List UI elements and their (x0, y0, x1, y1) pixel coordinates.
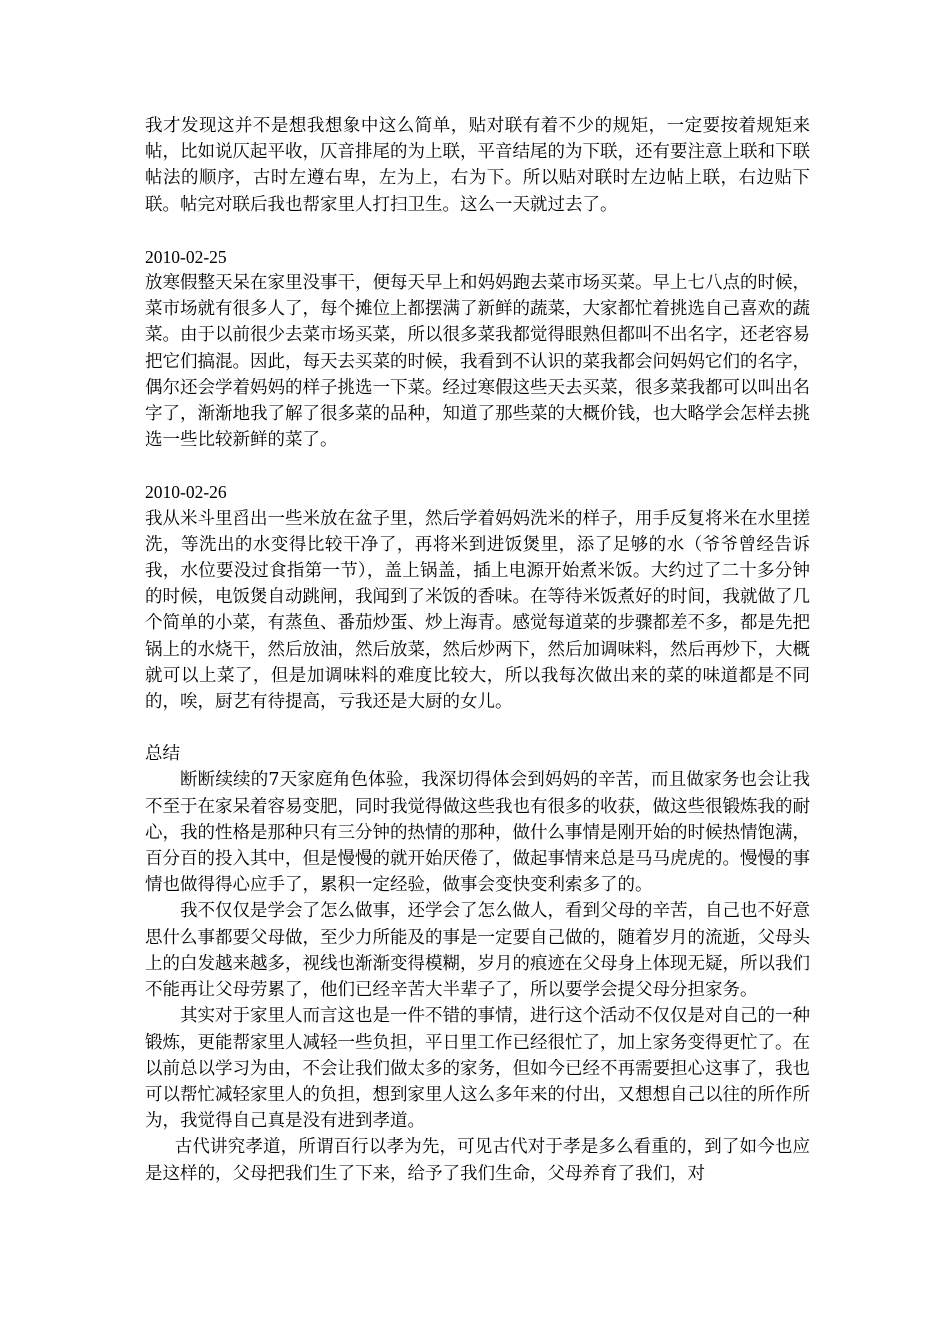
summary-paragraph: 古代讲究孝道，所谓百行以孝为先，可见古代对于孝是多么看重的，到了如今也应是这样的，父母把我们生了下来，给予了我们生命，父母养育了我们，对 (145, 1137, 810, 1184)
entry-paragraph: 我才发现这并不是想我想象中这么简单，贴对联有着不少的规矩，一定要按着规矩来帖，比如说仄起平收，仄音排尾的为上联，平音结尾的为下联，还有要注意上联和下联帖法的顺序，古时左遵右卑，左为上，右为下。所以贴对联时左边帖上联，右边贴下联。帖完对联后我也帮家里人打扫卫生。这么一天就过去了。 (145, 116, 810, 215)
paragraph-gap (145, 453, 810, 479)
paragraph-gap (145, 218, 810, 244)
entry-paragraph: 放寒假整天呆在家里没事干，便每天早上和妈妈跑去菜市场买菜。早上七八点的时候，菜市场就有很多人了，每个摊位上都摆满了新鲜的蔬菜，大家都忙着挑选自己喜欢的蔬菜。由于以前很少去菜市场买菜，所以很多菜我都觉得眼熟但都叫不出名字，还老容易把它们搞混。因此，每天去买菜的时候，我看到不认识的菜我都会问妈妈它们的名字，偶尔还会学着妈妈的样子挑选一下菜。经过寒假这些天去买菜，很多菜我都可以叫出名字了，渐渐地我了解了很多菜的品种，知道了那些菜的大概价钱，也大略学会怎样去挑选一些比较新鲜的菜了。 (145, 273, 810, 451)
summary-paragraph: 我不仅仅是学会了怎么做事，还学会了怎么做人，看到父母的辛苦，自己也不好意思什么事都要父母做，至少力所能及的事是一定要自己做的，随着岁月的流逝，父母头上的白发越来越多，视线也渐渐变得模糊，岁月的痕迹在父母身上体现无疑，所以我们不能再让父母劳累了，他们已经辛苦大半辈子了，所以要学会提父母分担家务。 (145, 901, 810, 1001)
summary-heading: 总结 (145, 744, 180, 765)
entry-paragraph: 我从米斗里舀出一些米放在盆子里，然后学着妈妈洗米的样子，用手反复将米在水里搓洗，等洗出的水变得比较干净了，再将米到进饭煲里，添了足够的水（爷爷曾经告诉我，水位要没过食指第一节），盖上锅盖，插上电源开始煮米饭。大约过了二十多分钟的时候，电饭煲自动跳闸，我闻到了米饭的香味。在等待米饭煮好的时间，我就做了几个简单的小菜，有蒸鱼、番茄炒蛋、炒上海青。感觉每道菜的步骤都差不多，都是先把锅上的水烧干，然后放油，然后放菜，然后炒两下，然后加调味料，然后再炒下，大概就可以上菜了，但是加调味料的难度比较大，所以我每次做出来的菜的味道都是不同的，唉，厨艺有待提高，亏我还是大厨的女儿。 (145, 508, 810, 713)
paragraph-gap (145, 715, 810, 741)
document-page (145, 113, 810, 1187)
summary-paragraph: 断断续续的7天家庭角色体验，我深切得体会到妈妈的辛苦，而且做家务也会让我不至于在家呆着容易变肥，同时我觉得做这些我也有很多的收获，做这些很锻炼我的耐心，我的性格是那种只有三分钟的热情的那种，做什么事情是刚开始的时候热情饱满，百分百的投入其中，但是慢慢的就开始厌倦了，做起事情来总是马马虎虎的。慢慢的事情也做得得心应手了，累积一定经验，做事会变快变利索多了的。 (145, 770, 810, 896)
entry-date: 2010-02-25 (145, 246, 227, 267)
entry-date: 2010-02-26 (145, 482, 227, 503)
summary-paragraph: 其实对于家里人而言这也是一件不错的事情，进行这个活动不仅仅是对自己的一种锻炼，更能帮家里人减轻一些负担，平日里工作已经很忙了，加上家务变得更忙了。在以前总以学习为由，不会让我们做太多的家务，但如今已经不再需要担心这事了，我也可以帮忙减轻家里人的负担，想到家里人这么多年来的付出，又想想自己以往的所作所为，我觉得自己真是没有进到孝道。 (145, 1006, 810, 1132)
